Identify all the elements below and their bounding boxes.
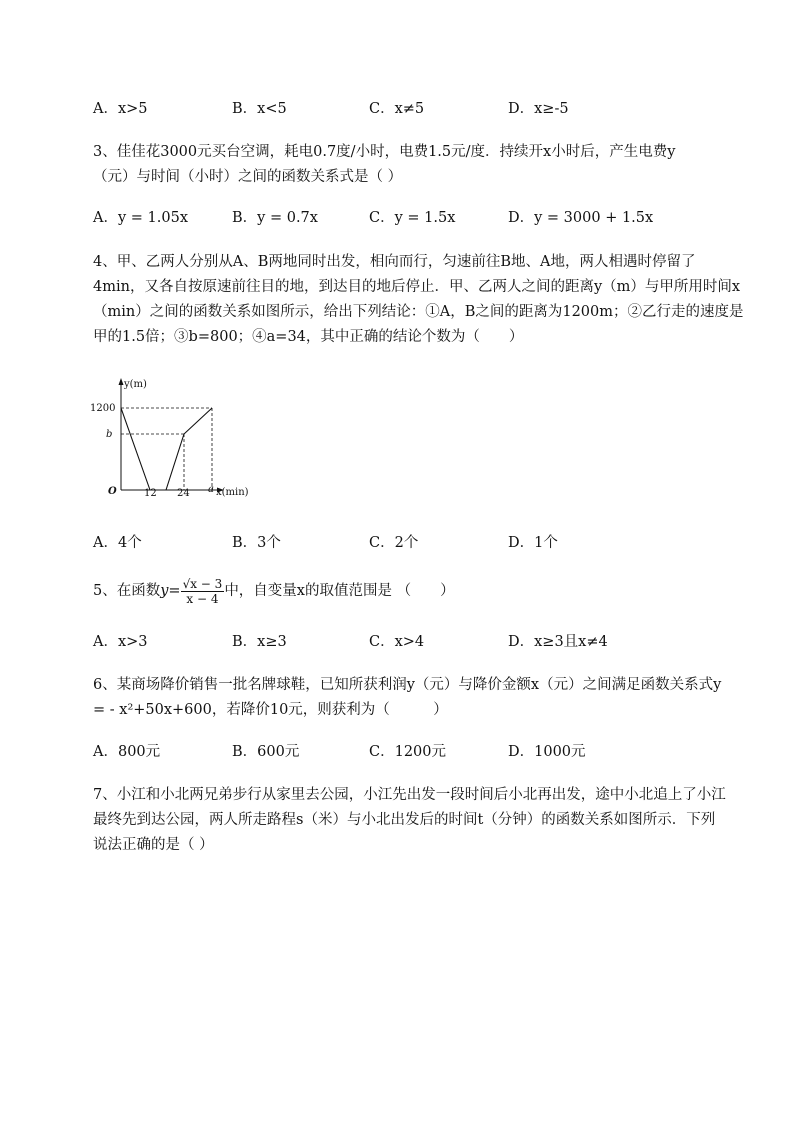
q4-text-line1: 4、甲、乙两人分别从A、B两地同时出发，相向而行，匀速前往B地、A地，两人相遇时停留了 bbox=[93, 254, 696, 270]
q3-options bbox=[93, 208, 713, 228]
q3-option-b: B．y = 0.7x bbox=[232, 210, 318, 226]
q5-denominator: x − 4 bbox=[186, 591, 219, 606]
q6-text-line1: 6、某商场降价销售一批名牌球鞋，已知所获利润y（元）与降价金额x（元）之间满足函数关系式y bbox=[93, 677, 722, 693]
q4-option-c: C．2个 bbox=[369, 535, 419, 551]
q5-func-y: y= bbox=[160, 583, 181, 599]
y-axis-label: y(m) bbox=[124, 379, 147, 390]
q6-option-d: D．1000元 bbox=[508, 744, 586, 760]
q2-option-c: C．x≠5 bbox=[369, 101, 425, 117]
y-axis-arrow bbox=[119, 378, 124, 385]
q3-text-line2: （元）与时间（小时）之间的函数关系式是（ ） bbox=[93, 169, 403, 185]
y-tick-b: b bbox=[106, 429, 113, 440]
q4-option-b: B．3个 bbox=[232, 535, 281, 551]
q3-option-a: A．y = 1.05x bbox=[93, 210, 188, 226]
x-tick-12: 12 bbox=[144, 488, 157, 499]
q4-options bbox=[93, 533, 713, 553]
q2-options bbox=[93, 99, 713, 119]
q5-options bbox=[93, 632, 713, 652]
x-axis-label: x(min) bbox=[216, 487, 249, 498]
q6-option-b: B．600元 bbox=[232, 744, 300, 760]
q4-distance-time-graph bbox=[88, 372, 258, 502]
q6-option-c: C．1200元 bbox=[369, 744, 446, 760]
q7-text-line2: 最终先到达公园，两人所走路程s（米）与小北出发后的时间t（分钟）的函数关系如图所示．下列 bbox=[93, 812, 716, 828]
q5-option-d: D．x≥3且x≠4 bbox=[508, 634, 608, 650]
q5-text bbox=[93, 570, 455, 612]
q4-option-a: A．4个 bbox=[93, 535, 142, 551]
q3-option-d: D．y = 3000 + 1.5x bbox=[508, 210, 654, 226]
q4-text-line4: 甲的1.5倍；③b=800；④a=34，其中正确的结论个数为（ ） bbox=[93, 329, 524, 345]
q7-text-line1: 7、小江和小北两兄弟步行从家里去公园，小江先出发一段时间后小北再出发，途中小北追上了小江 bbox=[93, 787, 726, 803]
origin-label: O bbox=[108, 486, 117, 497]
q4-option-d: D．1个 bbox=[508, 535, 558, 551]
q6-options bbox=[93, 742, 713, 762]
q5-option-b: B．x≥3 bbox=[232, 634, 287, 650]
x-tick-24: 24 bbox=[177, 488, 190, 499]
y-tick-1200: 1200 bbox=[90, 403, 116, 414]
q5-option-a: A．x>3 bbox=[93, 634, 148, 650]
q2-option-a: A．x>5 bbox=[93, 101, 148, 117]
q2-option-b: B．x<5 bbox=[232, 101, 287, 117]
q4-text-line2: 4min，又各自按原速前往目的地，到达目的地后停止．甲、乙两人之间的距离y（m）与甲所用时间x bbox=[93, 279, 741, 295]
q7-text-line3: 说法正确的是（ ） bbox=[93, 837, 214, 853]
distance-polyline bbox=[121, 408, 212, 490]
q3-text-line1: 3、佳佳花3000元买台空调，耗电0.7度/小时，电费1.5元/度．持续开x小时后，产生电费y bbox=[93, 144, 676, 160]
q4-text-line3: （min）之间的函数关系如图所示，给出下列结论：①A，B之间的距离为1200m；②乙行走的速度是 bbox=[93, 304, 744, 320]
q5-numerator: √x − 3 bbox=[182, 576, 223, 591]
q5-option-c: C．x>4 bbox=[369, 634, 425, 650]
q5-fraction bbox=[181, 577, 225, 606]
q6-option-a: A．800元 bbox=[93, 744, 161, 760]
q6-text-line2: = - x²+50x+600，若降价10元，则获利为（ ） bbox=[93, 702, 448, 718]
x-tick-a: a bbox=[208, 484, 214, 495]
q5-suffix: 中，自变量x的取值范围是 （ ） bbox=[224, 583, 455, 599]
q2-option-d: D．x≥-5 bbox=[508, 101, 569, 117]
q5-prefix: 5、在函数 bbox=[93, 583, 161, 599]
q3-option-c: C．y = 1.5x bbox=[369, 210, 456, 226]
